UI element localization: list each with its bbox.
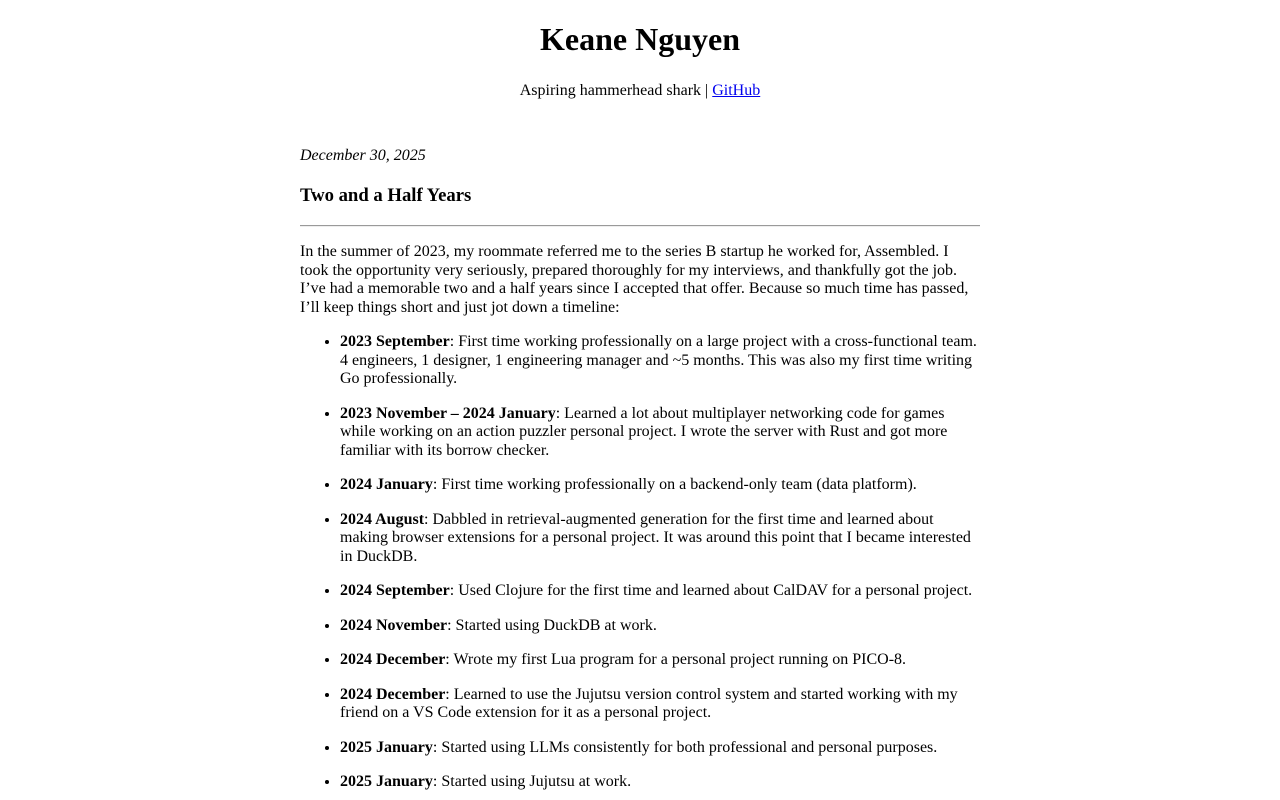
timeline-list — [300, 333, 980, 792]
timeline-date: 2024 December — [340, 685, 446, 703]
timeline-date: 2024 November — [340, 616, 448, 634]
timeline-date: 2025 January — [340, 738, 433, 756]
timeline-text: : First time working professionally on a large project with a cross-functional team. 4 engineers, 1 designer, 1 engineering manager and ~5 months. This was also my first time writing Go professionally. — [340, 333, 977, 388]
timeline-date: 2024 January — [340, 476, 433, 494]
post — [300, 100, 980, 792]
site-title: Keane Nguyen — [540, 21, 740, 57]
post-date: December 30, 2025 — [300, 147, 426, 165]
post-intro: In the summer of 2023, my roommate referred me to the series B startup he worked for, Assembled. I took the opportunity very seriously, prepared thoroughly for my interviews, and thankfully got the job. I’ve had a memorable two and a half years since I accepted that offer. Because so much time has passed, I’ll keep things short and just jot down a timeline: — [300, 243, 969, 316]
site-tagline — [0, 82, 1280, 100]
timeline-date: 2024 September — [340, 582, 450, 600]
timeline-text: : Started using Jujutsu at work. — [432, 773, 632, 791]
timeline-text: : Wrote my first Lua program for a personal project running on PICO-8. — [445, 651, 907, 669]
timeline-item — [340, 617, 980, 636]
timeline-item — [340, 686, 980, 723]
timeline-item — [340, 773, 980, 792]
timeline-date: 2024 December — [340, 651, 446, 669]
timeline-item — [340, 476, 980, 495]
timeline-date: 2023 November – 2024 January — [340, 404, 556, 422]
divider — [300, 225, 980, 227]
site-header — [0, 0, 1280, 100]
timeline-date: 2023 September — [340, 333, 450, 351]
timeline-item — [340, 511, 980, 567]
tagline-separator: | — [701, 82, 713, 99]
timeline-item — [340, 333, 980, 389]
timeline-date: 2025 January — [340, 773, 433, 791]
timeline-text: : Started using LLMs consistently for both professional and personal purposes. — [432, 738, 938, 756]
post-title: Two and a Half Years — [300, 185, 472, 207]
timeline-item — [340, 651, 980, 670]
timeline-item — [340, 582, 980, 601]
timeline-text: : First time working professionally on a backend-only team (data platform). — [432, 476, 917, 494]
timeline-text: : Dabbled in retrieval-augmented generation for the first time and learned about making browser extensions for a personal project. It was around this point that I became interested in DuckDB. — [340, 510, 971, 565]
timeline-text: : Learned to use the Jujutsu version control system and started working with my friend on a VS Code extension for it as a personal project. — [340, 685, 958, 722]
timeline-text: : Started using DuckDB at work. — [447, 616, 657, 634]
timeline-text: : Learned a lot about multiplayer networking code for games while working on an action puzzler personal project. I wrote the server with Rust and got more familiar with its borrow checker. — [340, 404, 948, 459]
timeline-item — [340, 405, 980, 461]
timeline-text: : Used Clojure for the first time and learned about CalDAV for a personal project. — [449, 582, 973, 600]
timeline-item — [340, 739, 980, 758]
tagline-text: Aspiring hammerhead shark — [519, 82, 702, 99]
github-link[interactable]: GitHub — [712, 82, 761, 99]
timeline-date: 2024 August — [340, 510, 425, 528]
